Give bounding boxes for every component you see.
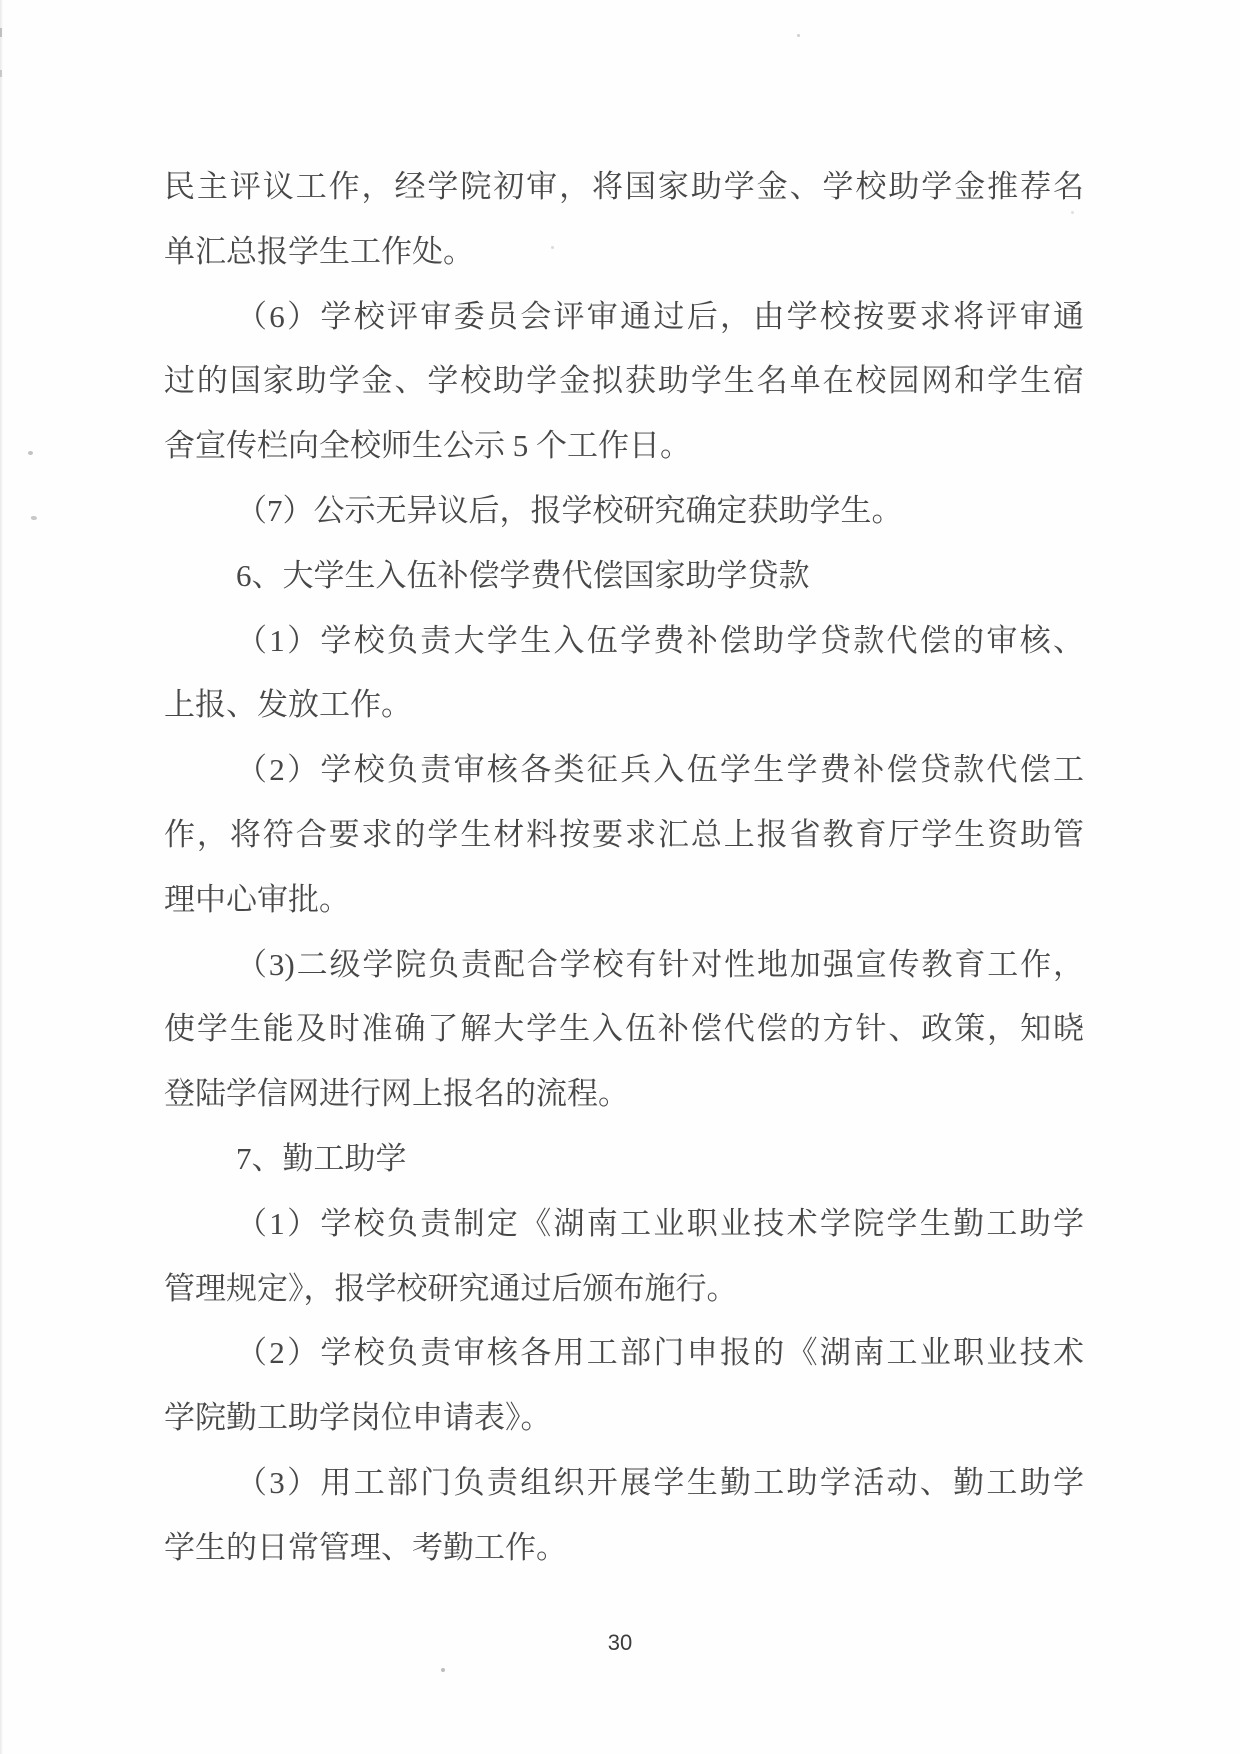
- text-line: （2）学校负责审核各用工部门申报的《湖南工业职业技术: [236, 1335, 1084, 1371]
- text-line: 7、勤工助学: [236, 1140, 407, 1176]
- text-line: （6）学校评审委员会评审通过后，由学校按要求将评审通: [236, 298, 1084, 334]
- scan-speck: [797, 34, 800, 37]
- document-body: [164, 155, 1084, 1581]
- text-line: 上报、发放工作。: [164, 687, 412, 723]
- text-line: （1）学校负责大学生入伍学费补偿助学贷款代偿的审核、: [236, 622, 1084, 658]
- scan-edge-shade: [0, 0, 3, 1754]
- text-line: 过的国家助学金、学校助学金拟获助学生名单在校园网和学生宿: [164, 363, 1084, 399]
- scan-speck: [31, 516, 37, 520]
- text-line: 登陆学信网进行网上报名的流程。: [164, 1076, 629, 1112]
- scan-speck: [441, 1668, 445, 1672]
- page-number: 30: [607, 1630, 633, 1655]
- text-line: 使学生能及时准确了解大学生入伍补偿代偿的方针、政策，知晓: [164, 1011, 1084, 1047]
- text-line: 理中心审批。: [164, 881, 350, 917]
- text-line: （1）学校负责制定《湖南工业职业技术学院学生勤工助学: [236, 1205, 1084, 1241]
- text-line: 学院勤工助学岗位申请表》。: [164, 1400, 552, 1436]
- scan-edge-artifact: [0, 70, 2, 77]
- text-line: （3）用工部门负责组织开展学生勤工助学活动、勤工助学: [236, 1464, 1084, 1500]
- text-line: 单汇总报学生工作处。: [164, 233, 474, 269]
- scan-edge-artifact: [0, 28, 2, 37]
- text-line: 管理规定》，报学校研究通过后颁布施行。: [164, 1270, 738, 1306]
- text-line: 6、大学生入伍补偿学费代偿国家助学贷款: [236, 557, 810, 593]
- text-line: （3)二级学院负责配合学校有针对性地加强宣传教育工作，: [236, 946, 1084, 982]
- text-line: 舍宣传栏向全校师生公示 5 个工作日。: [164, 428, 691, 464]
- text-line: 作，将符合要求的学生材料按要求汇总上报省教育厅学生资助管: [164, 816, 1084, 852]
- scan-speck: [28, 451, 33, 455]
- scan-speck: [1071, 211, 1074, 214]
- text-line: 学生的日常管理、考勤工作。: [164, 1529, 567, 1565]
- scan-speck: [551, 246, 554, 249]
- text-line: （7）公示无异议后，报学校研究确定获助学生。: [236, 492, 903, 528]
- text-line: 民主评议工作，经学院初审，将国家助学金、学校助学金推荐名: [164, 169, 1084, 204]
- text-line: （2）学校负责审核各类征兵入伍学生学费补偿贷款代偿工: [236, 752, 1084, 788]
